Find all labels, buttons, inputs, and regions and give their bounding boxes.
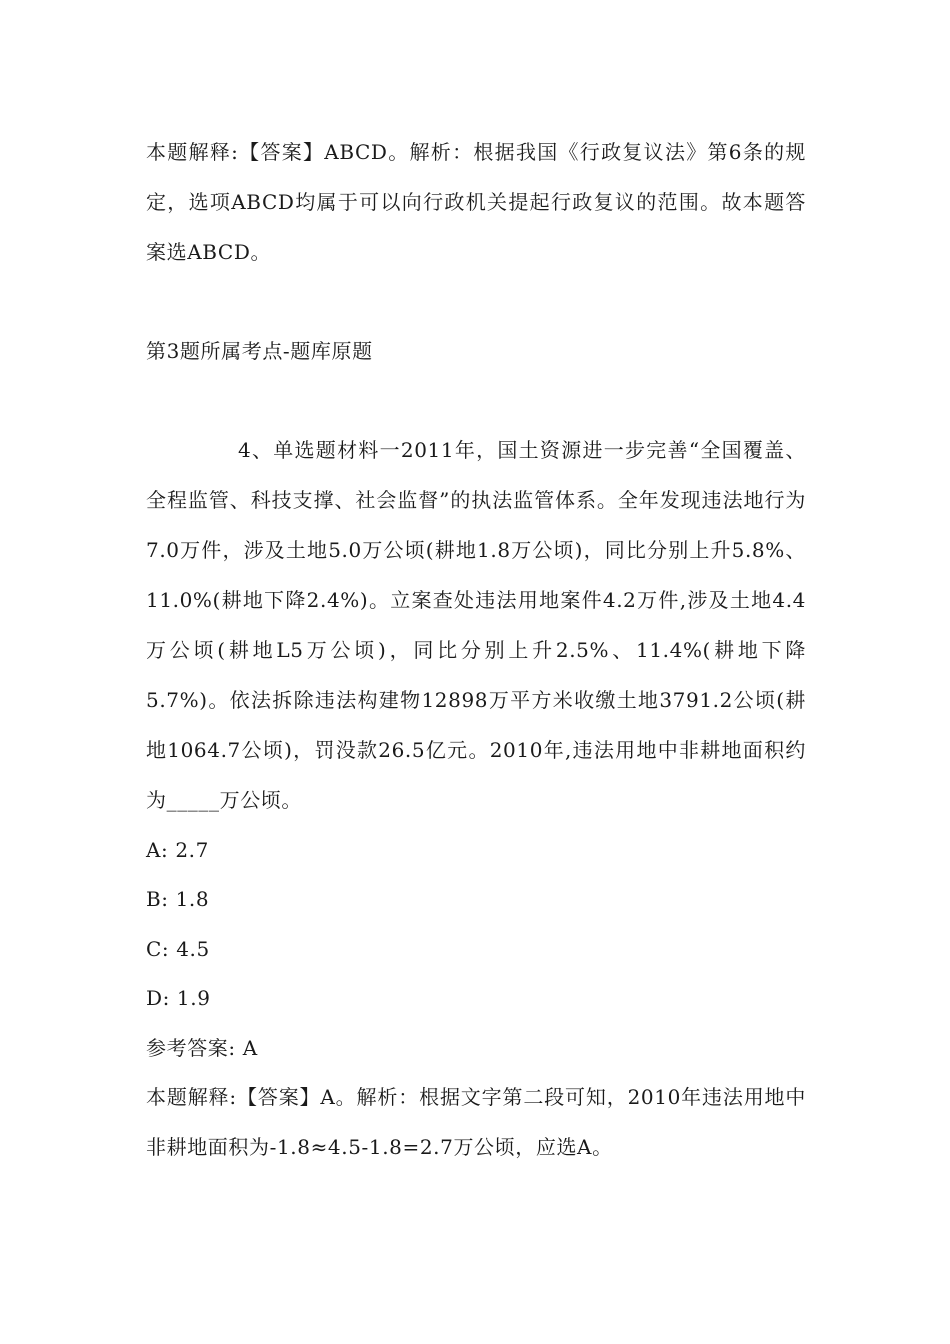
option-d: D: 1.9 [146, 986, 211, 1010]
question-3-knowledge-point: 第3题所属考点-题库原题 [146, 339, 373, 363]
option-c: C: 4.5 [146, 937, 210, 961]
question-4-stem: 4、单选题材料一2011年，国土资源进一步完善“全国覆盖、全程监管、科技支撑、社会监督”的执法监管体系。全年发现违法地行为7.0万件，涉及土地5.0万公顷(耕地1.8万公顷)，同比分别上升5.8%、11.0%(耕地下降2.4%)。立案查处违法用地案件4.2万件,涉及土地4.4万公顷(耕地L5万公顷)，同比分别上升2.5%、11.4%(耕地下降5.7%)。依法拆除违法构建物12898万平方米收缴土地3791.2公顷(耕地1064.7公顷)，罚没款26.5亿元。2010年,违法用地中非耕地面积约为_____万公顷。 [146, 438, 806, 812]
question-4-explanation: 本题解释:【答案】A。解析：根据文字第二段可知，2010年违法用地中非耕地面积为-1.8≈4.5-1.8=2.7万公顷，应选A。 [146, 1085, 806, 1159]
option-b: B: 1.8 [146, 887, 210, 911]
reference-answer: 参考答案: A [146, 1036, 258, 1060]
previous-question-explanation: 本题解释:【答案】ABCD。解析：根据我国《行政复议法》第6条的规定，选项ABCD均属于可以向行政机关提起行政复议的范围。故本题答案选ABCD。 [146, 140, 806, 264]
option-a: A: 2.7 [146, 838, 209, 862]
